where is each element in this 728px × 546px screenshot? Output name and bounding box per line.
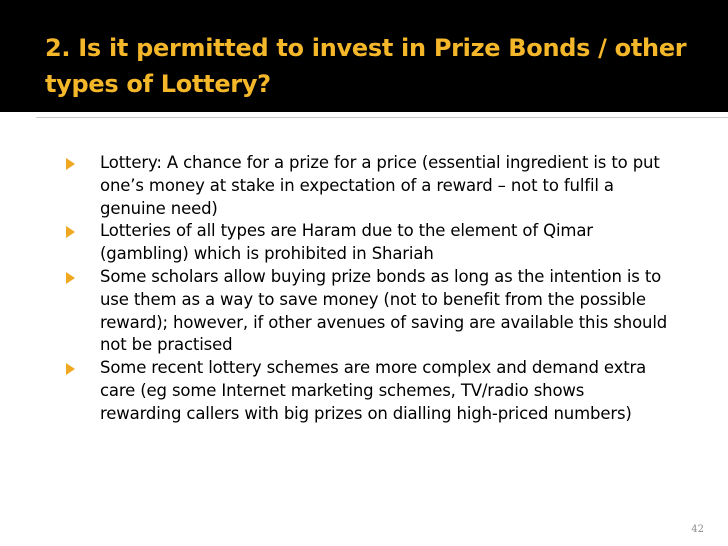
slide-title: 2. Is it permitted to invest in Prize Bonds / other types of Lottery? [45,34,687,98]
triangle-bullet-icon [66,158,75,170]
page-number: 42 [691,524,704,535]
triangle-bullet-icon [66,363,75,375]
title-bar [0,0,728,112]
bullet-text: Lottery: A chance for a prize for a price (essential ingredient is to put one’s money at stake in expectation of a reward – not to fulfil a genuine need) [100,153,660,218]
bullet-text: Some recent lottery schemes are more complex and demand extra care (eg some Internet marketing schemes, TV/radio shows rewarding callers with big prizes on dialling high-priced numbers) [100,358,647,423]
bullet-text: Lotteries of all types are Haram due to the element of Qimar (gambling) which is prohibited in Shariah [100,221,593,264]
bullet-item-recent-schemes [0,357,670,425]
bullet-item-lottery-definition [0,152,670,220]
bullet-item-prize-bonds-savings [0,266,670,357]
title-divider [36,117,728,118]
bullet-list [0,152,728,426]
bullet-text: Some scholars allow buying prize bonds as long as the intention is to use them as a way to save money (not to benefit from the possible reward); however, if other avenues of saving are available this should not be practised [100,266,668,355]
bullet-item-lotteries-haram [0,220,670,266]
triangle-bullet-icon [66,226,75,238]
triangle-bullet-icon [66,272,75,284]
